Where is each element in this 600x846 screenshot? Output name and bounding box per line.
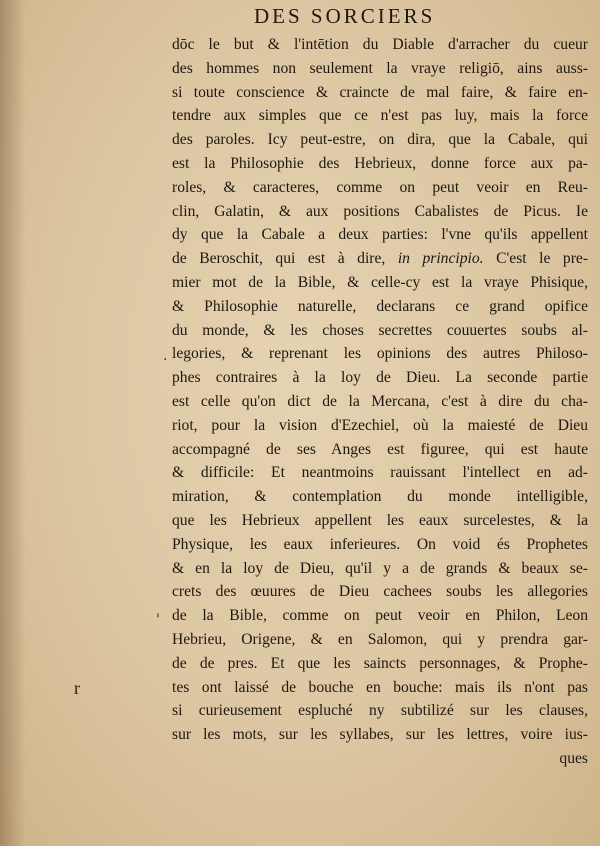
text-line: mier mot de la Bible, & celle-cy est la vraye Phisique, [172,273,588,291]
text-line: & en la loy de Dieu, qu'il y a de grands & beaux se- [172,559,588,577]
text-line: est la Philosophie des Hebrieux, donne force aux pa- [172,154,588,172]
text-line: sur les mots, sur les syllabes, sur les lettres, voire ius- [172,726,588,744]
text-line: clin, Galatin, & aux positions Cabalistes de Picus. Ie [172,202,588,220]
text-line: dōc le but & l'intētion du Diable d'arracher du cueur [172,36,588,53]
margin-tick-mark: ' [156,612,160,628]
text-line: des hommes non seulement la vraye religiō, ains auss- [172,59,588,77]
catchword: ques [559,749,588,767]
text-line: si toute conscience & craincte de mal faire, & faire en- [172,83,588,101]
text-line: que les Hebrieux appellent les eaux surcelestes, & la [172,511,588,529]
text-line: Hebrieu, Origene, & en Salomon, qui y prendra gar- [172,630,588,648]
text-block [172,33,588,771]
text-line: roles, & caracteres, comme on peut veoir en Reu- [172,178,588,196]
text-line: de de pres. Et que les saincts personnages, & Prophe- [172,654,588,672]
text-line: est celle qu'on dict de la Mercana, c'est à dire du cha- [172,392,588,410]
text-line: riot, pour la vision d'Ezechiel, où la maiesté de Dieu [172,416,588,434]
text-line: de la Bible, comme on peut veoir en Philon, Leon [172,607,588,625]
text-line: tendre aux simples que ce n'est pas luy, mais la force [172,107,588,125]
margin-dot-mark: . [163,348,168,364]
text-line: miration, & contemplation du monde intelligible, [172,488,588,506]
text-line: Physique, les eaux inferieures. On void és Prophetes [172,535,588,553]
running-head: DES SORCIERS [254,4,436,28]
italic-phrase: in principio. [397,250,484,268]
text-line: phes contraires à la loy de Dieu. La seconde partie [172,369,588,387]
text-line: crets des œuures de Dieu cachees soubs les allegories [172,583,588,601]
text-line: & difficile: Et neantmoins rauissant l'intellect en ad- [172,464,588,482]
margin-ink-mark: r [74,678,80,698]
text-line: dy que la Cabale a deux parties: l'vne qu'ils appellent [172,226,588,244]
text-segment: de Beroschit, qui est à dire, [172,250,386,268]
text-line: du monde, & les choses secrettes couuertes soubs al- [172,321,588,339]
text-line: tes ont laissé de bouche en bouche: mais ils n'ont pas [172,678,588,696]
gutter-shadow [0,0,26,846]
text-line: accompagné de ses Anges est figuree, qui est haute [172,440,588,458]
text-line: legories, & reprenant les opinions des autres Philoso- [172,345,588,363]
text-line: si curieusement espluché ny subtilizé sur les clauses, [172,702,588,720]
text-segment: C'est le pre- [496,250,588,268]
text-line-with-italic [172,247,588,271]
text-line: des paroles. Icy peut-estre, on dira, que la Cabale, qui [172,131,588,149]
text-line: & Philosophie naturelle, declarans ce grand opifice [172,297,588,315]
